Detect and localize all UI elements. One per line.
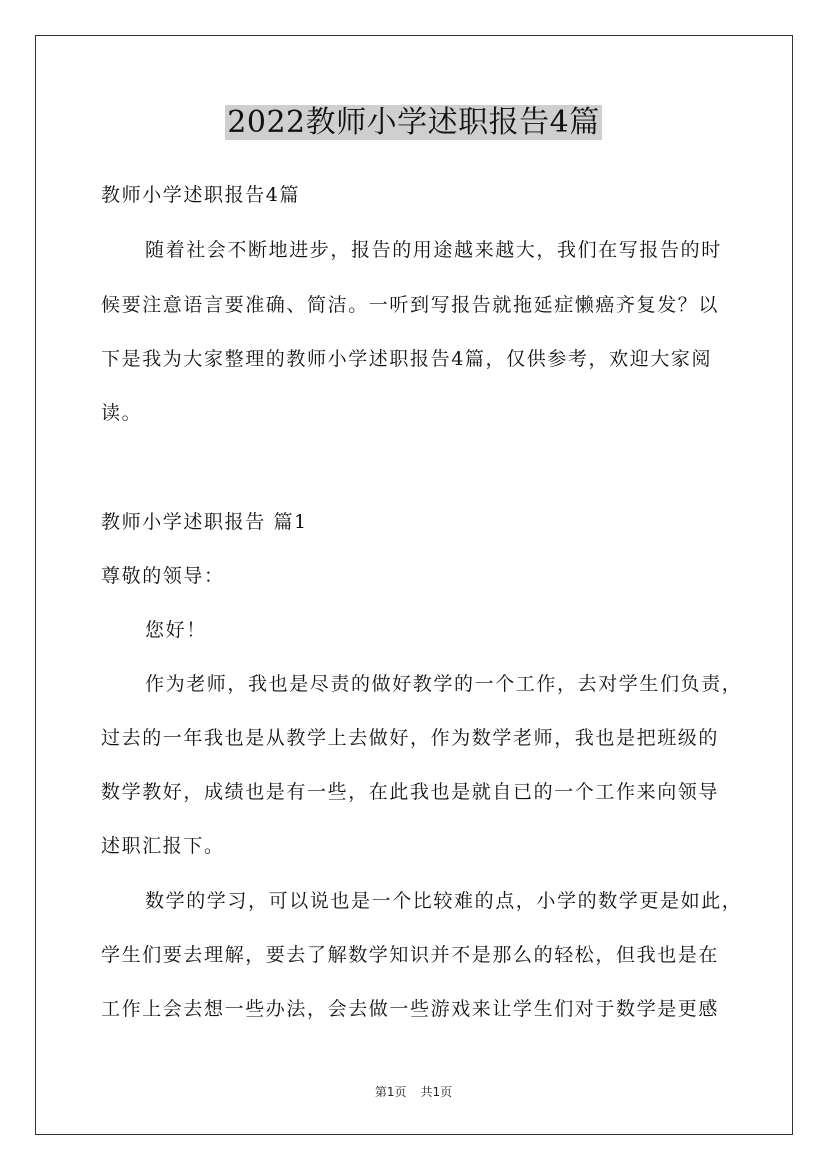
body-line: 过去的一年我也是从教学上去做好，作为数学老师，我也是把班级的 (101, 727, 720, 749)
body-line: 工作上会去想一些办法，会去做一些游戏来让学生们对于数学是更感 (101, 998, 720, 1020)
body-line: 随着社会不断地进步，报告的用途越来越大，我们在写报告的时 (145, 239, 722, 261)
page-footer (0, 1083, 827, 1100)
body-line: 数学教好，成绩也是有一些，在此我也是就自已的一个工作来向领导 (101, 781, 720, 803)
greeting: 您好！ (145, 619, 207, 641)
body-line: 下是我为大家整理的教师小学述职报告4篇，仅供参考，欢迎大家阅 (101, 348, 713, 370)
body-line: 述职汇报下。 (101, 835, 225, 857)
body-line: 学生们要去理解，要去了解数学知识并不是那么的轻松，但我也是在 (101, 944, 720, 966)
body-line: 读。 (101, 402, 143, 424)
body-line: 数学的学习，可以说也是一个比较难的点，小学的数学更是如此， (145, 890, 743, 912)
body-line: 作为老师，我也是尽责的做好教学的一个工作，去对学生们负责， (145, 673, 743, 695)
salutation: 尊敬的领导： (101, 565, 225, 587)
body-line: 教师小学述职报告4篇 (101, 184, 301, 206)
document-title-text: 2022教师小学述职报告4篇 (227, 105, 600, 140)
body-line: 候要注意语言要准确、简洁。一听到写报告就拖延症懒癌齐复发？以 (101, 294, 720, 316)
page-number: 第1页 (374, 1085, 407, 1099)
page-total: 共1页 (420, 1085, 453, 1099)
document-title (0, 103, 827, 143)
section-heading: 教师小学述职报告 篇1 (101, 511, 308, 533)
